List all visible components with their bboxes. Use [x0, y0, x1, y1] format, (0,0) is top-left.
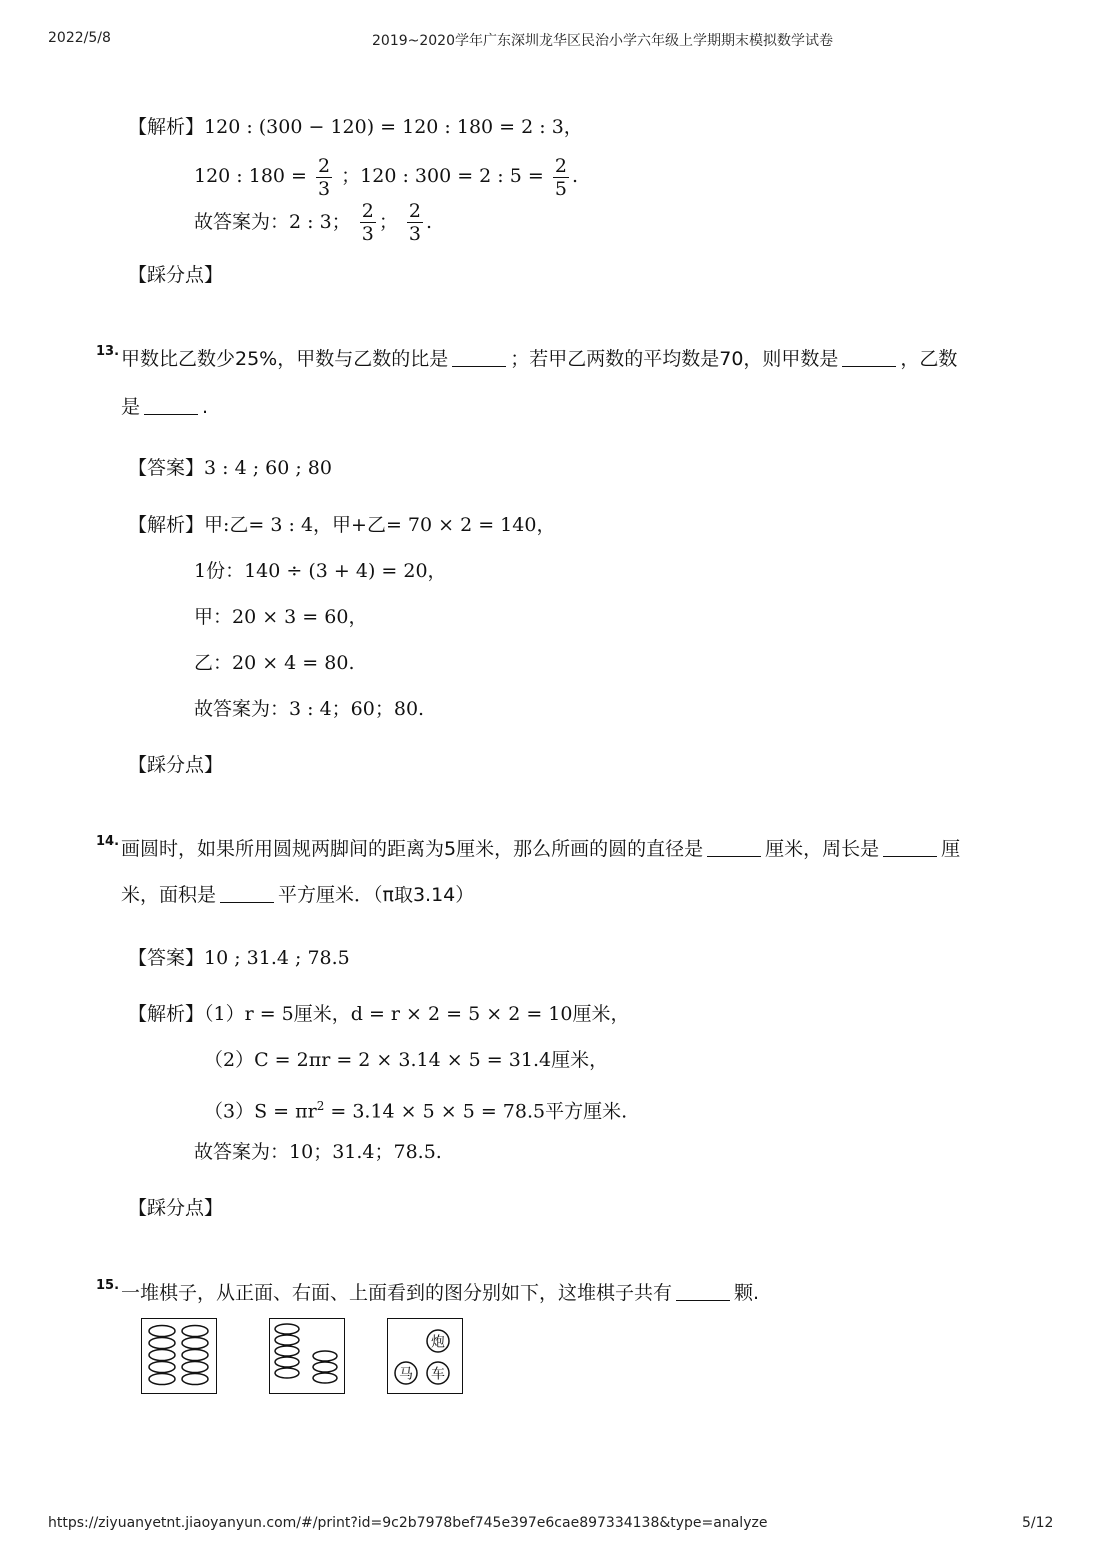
analysis-label: 【解析】	[128, 116, 205, 138]
analysis-text: = 3.14 × 5 × 5 = 78.5平方厘米.	[324, 1100, 628, 1123]
page-url: https://ziyuanyetnt.jiaoyanyun.com/#/print?id=9c2b7978bef745e397e6cae897334138&type=analyze	[48, 1515, 768, 1531]
question-text: 颗.	[734, 1282, 760, 1304]
answer-text: .	[425, 211, 433, 233]
answer-blank	[707, 838, 761, 857]
answer-blank	[842, 348, 896, 367]
analysis-text: （3）S = πr	[204, 1100, 317, 1123]
piece-che: 车	[431, 1366, 445, 1383]
denominator: 3	[408, 223, 421, 245]
question-14-text-line1	[121, 836, 960, 862]
question-13-text-line1	[121, 346, 957, 372]
question-number: 13.	[96, 344, 120, 359]
question-text: .	[202, 396, 209, 418]
analysis-line	[128, 1001, 629, 1027]
answer-text: 10；31.4；78.5.	[289, 1141, 442, 1163]
answer-prefix: 故答案为：	[194, 1141, 290, 1163]
piece-pao: 炮	[431, 1334, 445, 1351]
question-text: 厘	[941, 838, 961, 860]
question-text: 是	[121, 396, 141, 418]
answer-prefix: 故答案为：	[194, 698, 290, 720]
numerator: 2	[554, 154, 567, 177]
document-title: 2019~2020学年广东深圳龙华区民治小学六年级上学期期末模拟数学试卷	[372, 33, 833, 49]
answer-summary-line	[194, 1139, 442, 1165]
scoring-points-label: 【踩分点】	[128, 1197, 224, 1219]
fraction	[407, 200, 423, 245]
fraction	[360, 200, 376, 245]
analysis-text: 120 : (300 − 120) = 120 : 180 = 2 : 3，	[204, 116, 583, 138]
print-date: 2022/5/8	[48, 30, 111, 46]
question-13-text-line2	[121, 394, 208, 420]
chess-top-view-icon	[388, 1319, 461, 1392]
numerator: 2	[318, 154, 331, 177]
question-14-text-line2	[121, 882, 474, 908]
answer-text: ；	[378, 211, 398, 233]
answer-blank	[676, 1282, 730, 1301]
analysis-text: 120 : 180 =	[194, 165, 307, 187]
analysis-text: （1）r = 5厘米，d = r × 2 = 5 × 2 = 10厘米，	[204, 1003, 630, 1025]
question-text: 一堆棋子，从正面、右面、上面看到的图分别如下，这堆棋子共有	[121, 1282, 673, 1304]
numerator: 2	[361, 200, 374, 222]
analysis-line	[204, 1093, 627, 1124]
analysis-label: 【解析】	[128, 514, 205, 536]
answer-value: 10 ; 31.4 ; 78.5	[204, 947, 350, 969]
question-text: 画圆时，如果所用圆规两脚间的距离为5厘米，那么所画的圆的直径是	[121, 838, 704, 860]
question-text: 米，面积是	[121, 884, 217, 906]
answer-blank	[883, 838, 937, 857]
answer-blank	[452, 348, 506, 367]
answer-text: 2 : 3；	[289, 211, 351, 233]
page-number: 5/12	[1022, 1515, 1054, 1531]
top-view-figure	[387, 1318, 463, 1394]
question-text: 厘米，周长是	[765, 838, 880, 860]
question-number: 14.	[96, 834, 120, 849]
fraction	[316, 155, 332, 200]
analysis-line	[128, 512, 555, 538]
chess-stack-right-icon	[270, 1319, 343, 1392]
analysis-text: .	[571, 165, 578, 187]
prev-answer-line	[194, 194, 432, 250]
analysis-label: 【解析】	[128, 1003, 205, 1025]
denominator: 5	[554, 177, 567, 200]
answer-blank	[144, 396, 198, 415]
numerator: 2	[408, 200, 421, 222]
analysis-line: 1份：140 ÷ (3 + 4) = 20，	[194, 560, 447, 582]
chess-stack-front-icon	[142, 1319, 215, 1392]
question-number: 15.	[96, 1278, 120, 1293]
answer-text: 3 : 4；60；80.	[289, 698, 425, 720]
scoring-points-label: 【踩分点】	[128, 264, 224, 286]
analysis-text: 甲:乙= 3 : 4，甲+乙= 70 × 2 = 140，	[204, 514, 556, 536]
denominator: 3	[318, 177, 331, 200]
question-text: 甲数比乙数少25%，甲数与乙数的比是	[121, 348, 449, 370]
prev-analysis-line1	[128, 114, 583, 140]
analysis-text: ；120 : 300 = 2 : 5 =	[341, 165, 544, 187]
answer-value: 3 : 4 ; 60 ; 80	[204, 457, 332, 479]
answer-label: 【答案】	[128, 947, 205, 969]
analysis-line: 甲：20 × 3 = 60，	[194, 606, 368, 628]
question-text: 平方厘米．（π取3.14）	[278, 884, 475, 906]
answer-line	[128, 455, 332, 481]
denominator: 3	[361, 223, 374, 245]
piece-ma: 马	[399, 1366, 413, 1383]
right-view-figure	[269, 1318, 345, 1394]
analysis-line: （2）C = 2πr = 2 × 3.14 × 5 = 31.4厘米，	[204, 1049, 609, 1071]
front-view-figure	[141, 1318, 217, 1394]
answer-blank	[220, 884, 274, 903]
question-15-text	[121, 1280, 759, 1306]
scoring-points-label: 【踩分点】	[128, 754, 224, 776]
answer-summary-line	[194, 696, 424, 722]
analysis-line: 乙：20 × 4 = 80.	[194, 652, 355, 674]
question-text: ，乙数	[900, 348, 958, 370]
question-text: ；若甲乙两数的平均数是70，则甲数是	[510, 348, 839, 370]
answer-line	[128, 945, 350, 971]
fraction	[553, 155, 569, 200]
exponent: 2	[316, 1099, 325, 1113]
answer-prefix: 故答案为：	[194, 211, 290, 233]
answer-label: 【答案】	[128, 457, 205, 479]
